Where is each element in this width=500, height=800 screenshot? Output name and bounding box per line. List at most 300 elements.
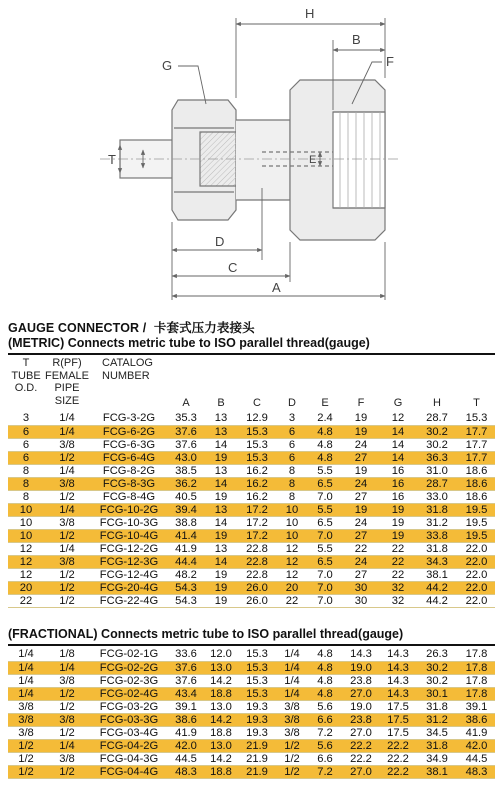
table-cell: 3/8 [276, 700, 308, 713]
table-cell: 3/8 [8, 713, 44, 726]
table-cell: 48.3 [168, 765, 204, 778]
table-cell: 18.6 [458, 477, 495, 490]
table-cell: 12 [380, 412, 416, 425]
table-cell: 1/2 [44, 700, 90, 713]
table-cell: 6.6 [308, 752, 342, 765]
header-dim-g: G [393, 397, 403, 409]
table-cell: 1/4 [44, 661, 90, 674]
table-cell: 10 [276, 516, 308, 529]
table-cell: 15.3 [238, 687, 276, 700]
table-cell: 22.0 [458, 555, 495, 568]
table-cell: FCG-03-4G [90, 726, 168, 739]
table-cell: 1/4 [8, 648, 44, 661]
table-cell: 22.8 [238, 568, 276, 581]
table-cell: 14 [204, 438, 238, 451]
header-line: NUMBER [102, 369, 150, 382]
table-cell: 1/4 [44, 739, 90, 752]
table-cell: FCG-10-3G [90, 516, 168, 529]
table-cell: 23.8 [342, 674, 380, 687]
table-cell: 22 [342, 542, 380, 555]
table-cell: FCG-8-4G [90, 490, 168, 503]
table-cell: 12 [276, 568, 308, 581]
table-cell: 34.3 [416, 555, 458, 568]
table-row [8, 529, 495, 542]
table-cell: 31.8 [416, 700, 458, 713]
header-line: TUBE [11, 369, 41, 382]
table-cell: 15.3 [238, 438, 276, 451]
table-cell: 16 [380, 490, 416, 503]
table-cell: 7.2 [308, 726, 342, 739]
table-cell: 17.5 [380, 700, 416, 713]
table-cell: 39.1 [458, 700, 495, 713]
table-cell: 3/8 [276, 713, 308, 726]
table-cell: 27.0 [342, 726, 380, 739]
table-cell: 14.3 [380, 648, 416, 661]
table-cell: 37.6 [168, 674, 204, 687]
table-cell: 19.0 [342, 700, 380, 713]
table-cell: 4.8 [308, 674, 342, 687]
header-dim-c: C [253, 397, 261, 409]
table-cell: 6 [276, 438, 308, 451]
dim-label-f: F [386, 54, 394, 69]
table-cell: 19 [204, 594, 238, 607]
table-cell: 19.3 [238, 713, 276, 726]
table-cell: 17.7 [458, 425, 495, 438]
table-cell: 17.5 [380, 713, 416, 726]
dim-label-g: G [162, 58, 173, 73]
table-cell: 41.9 [458, 726, 495, 739]
dim-label-a: A [272, 280, 281, 295]
table-cell: 22.0 [458, 594, 495, 607]
table-cell: 1/2 [44, 529, 90, 542]
table-cell: 17.2 [238, 516, 276, 529]
table-cell: 6.6 [308, 713, 342, 726]
table-row [8, 568, 495, 581]
table-cell: 12 [8, 555, 44, 568]
table-cell: 26.0 [238, 581, 276, 594]
table-cell: 54.3 [168, 581, 204, 594]
table-cell: 14 [380, 425, 416, 438]
table-cell: 4.8 [308, 648, 342, 661]
table-row [8, 464, 495, 477]
table-cell: 38.6 [458, 713, 495, 726]
table-cell: 1/2 [44, 581, 90, 594]
fractional-rule [8, 644, 495, 646]
table-cell: 30.2 [416, 674, 458, 687]
header-dim-b: B [217, 397, 225, 409]
table-cell: FCG-8-3G [90, 477, 168, 490]
table-cell: 5.6 [308, 700, 342, 713]
table-cell: 3/8 [44, 516, 90, 529]
table-cell: 12.9 [238, 412, 276, 425]
table-cell: 18.8 [204, 687, 238, 700]
table-cell: 1/2 [44, 687, 90, 700]
table-cell: 1/2 [44, 726, 90, 739]
table-cell: 15.3 [238, 451, 276, 464]
table-cell: 1/4 [276, 648, 308, 661]
header-dim-f: F [357, 397, 365, 409]
metric-title-block [8, 320, 498, 351]
table-cell: 32 [380, 581, 416, 594]
table-cell: 14.3 [380, 661, 416, 674]
table-cell: 13.0 [204, 661, 238, 674]
table-cell: 16.2 [238, 477, 276, 490]
table-cell: 31.0 [416, 464, 458, 477]
table-cell: 1/2 [8, 739, 44, 752]
table-cell: 16.2 [238, 464, 276, 477]
table-cell: 12 [8, 542, 44, 555]
table-cell: 37.6 [168, 438, 204, 451]
table-cell: 19.3 [238, 726, 276, 739]
table-cell: 21.9 [238, 765, 276, 778]
table-cell: 28.7 [416, 477, 458, 490]
table-cell: 44.2 [416, 594, 458, 607]
table-row [8, 726, 495, 739]
table-cell: 38.5 [168, 464, 204, 477]
header-line: FEMALE [44, 369, 89, 382]
table-cell: FCG-03-2G [90, 700, 168, 713]
header-line: O.D. [14, 382, 38, 394]
table-cell: 8 [276, 490, 308, 503]
table-cell: 38.1 [416, 568, 458, 581]
table-cell: 22 [380, 542, 416, 555]
table-cell: 1/2 [44, 594, 90, 607]
table-cell: 17.8 [458, 674, 495, 687]
table-cell: 19 [342, 425, 380, 438]
table-cell: 8 [276, 477, 308, 490]
table-cell: 19.3 [238, 700, 276, 713]
table-cell: 17.2 [238, 503, 276, 516]
header-line: PIPE [54, 382, 80, 394]
table-cell: 14 [204, 516, 238, 529]
table-row [8, 477, 495, 490]
table-cell: 31.8 [416, 503, 458, 516]
table-cell: 31.8 [416, 542, 458, 555]
table-cell: 20 [8, 581, 44, 594]
table-cell: FCG-02-3G [90, 674, 168, 687]
table-cell: 3/8 [8, 726, 44, 739]
table-cell: 3 [276, 412, 308, 425]
table-cell: 13 [204, 503, 238, 516]
table-cell: 1/2 [44, 490, 90, 503]
table-cell: 4.8 [308, 451, 342, 464]
table-cell: 28.7 [416, 412, 458, 425]
table-cell: 19 [204, 581, 238, 594]
table-cell: 14.3 [380, 687, 416, 700]
table-cell: FCG-22-4G [90, 594, 168, 607]
table-cell: 44.5 [168, 752, 204, 765]
table-cell: 19 [342, 412, 380, 425]
table-cell: 14.2 [204, 674, 238, 687]
table-cell: 6 [8, 425, 44, 438]
table-row [8, 713, 495, 726]
header-line: CATALOG [102, 357, 153, 369]
table-cell: 37.6 [168, 425, 204, 438]
table-cell: 32 [380, 594, 416, 607]
table-cell: 41.9 [168, 542, 204, 555]
table-cell: 43.4 [168, 687, 204, 700]
table-cell: 30.2 [416, 661, 458, 674]
table-cell: 17.2 [238, 529, 276, 542]
table-cell: 54.3 [168, 594, 204, 607]
table-cell: 14.3 [380, 674, 416, 687]
table-row [8, 648, 495, 661]
table-cell: 4.8 [308, 425, 342, 438]
table-cell: 1/2 [44, 765, 90, 778]
table-cell: 1/4 [44, 425, 90, 438]
table-cell: 19 [380, 529, 416, 542]
table-cell: FCG-03-3G [90, 713, 168, 726]
technical-drawing [0, 0, 500, 318]
table-cell: 26.3 [416, 648, 458, 661]
table-cell: 24 [342, 438, 380, 451]
table-cell: 17.8 [458, 648, 495, 661]
table-row [8, 752, 495, 765]
table-cell: 3/8 [44, 438, 90, 451]
table-cell: 17.8 [458, 661, 495, 674]
table-cell: 7.0 [308, 568, 342, 581]
table-cell: 26.0 [238, 594, 276, 607]
table-row [8, 451, 495, 464]
header-line: T [22, 357, 30, 369]
table-cell: 27 [342, 451, 380, 464]
table-cell: 30.2 [416, 438, 458, 451]
table-cell: 36.3 [416, 451, 458, 464]
table-cell: 24 [342, 555, 380, 568]
table-cell: 22.0 [458, 581, 495, 594]
table-row [8, 594, 495, 607]
table-row [8, 490, 495, 503]
table-cell: 38.8 [168, 516, 204, 529]
table-cell: 1/2 [8, 765, 44, 778]
table-cell: 24 [342, 477, 380, 490]
title-english: GAUGE CONNECTOR / [8, 321, 147, 335]
table-cell: 1/2 [276, 765, 308, 778]
table-row [8, 412, 495, 425]
table-cell: 15.3 [238, 674, 276, 687]
table-cell: 30 [342, 594, 380, 607]
table-cell: 10 [8, 529, 44, 542]
table-cell: 6.5 [308, 516, 342, 529]
table-cell: 3 [8, 412, 44, 425]
table-cell: 1/2 [44, 451, 90, 464]
table-cell: 14 [204, 555, 238, 568]
title-chinese: 卡套式压力表接头 [153, 321, 255, 335]
table-row [8, 503, 495, 516]
table-cell: 31.2 [416, 516, 458, 529]
table-cell: 3/8 [44, 555, 90, 568]
table-cell: 19 [342, 464, 380, 477]
table-cell: 22.2 [342, 752, 380, 765]
table-cell: 12 [276, 555, 308, 568]
table-cell: 12 [8, 568, 44, 581]
table-cell: 48.2 [168, 568, 204, 581]
table-cell: 7.2 [308, 765, 342, 778]
table-cell: 13.0 [204, 700, 238, 713]
table-cell: 6 [276, 425, 308, 438]
table-cell: 27 [342, 568, 380, 581]
table-cell: 13 [204, 425, 238, 438]
table-cell: 13 [204, 542, 238, 555]
table-cell: 38.1 [416, 765, 458, 778]
table-cell: 1/2 [8, 752, 44, 765]
table-cell: 3/8 [44, 477, 90, 490]
header-catalog-number [90, 357, 168, 382]
table-cell: 1/4 [8, 674, 44, 687]
table-cell: 10 [8, 516, 44, 529]
table-cell: 5.5 [308, 464, 342, 477]
table-cell: 42.0 [458, 739, 495, 752]
table-cell: 30.2 [416, 425, 458, 438]
table-cell: 21.9 [238, 739, 276, 752]
table-cell: 22.8 [238, 542, 276, 555]
table-cell: 38.6 [168, 713, 204, 726]
table-cell: 4.8 [308, 661, 342, 674]
table-cell: 17.7 [458, 451, 495, 464]
fractional-subtitle: (FRACTIONAL) Connects metric tube to ISO parallel thread(gauge) [8, 627, 404, 641]
table-row [8, 438, 495, 451]
table-cell: 17.8 [458, 687, 495, 700]
table-cell: 40.5 [168, 490, 204, 503]
table-cell: 42.0 [168, 739, 204, 752]
table-cell: 37.6 [168, 661, 204, 674]
table-cell: 19.5 [458, 516, 495, 529]
table-cell: 41.4 [168, 529, 204, 542]
table-cell: FCG-12-3G [90, 555, 168, 568]
header-pipe-size [44, 357, 90, 407]
table-cell: FCG-10-4G [90, 529, 168, 542]
metric-subtitle: (METRIC) Connects metric tube to ISO parallel thread(gauge) [8, 336, 370, 350]
table-cell: 39.1 [168, 700, 204, 713]
table-cell: FCG-02-2G [90, 661, 168, 674]
table-cell: 22.8 [238, 555, 276, 568]
table-cell: 34.5 [416, 726, 458, 739]
table-cell: 18.8 [204, 726, 238, 739]
table-cell: 1/4 [8, 687, 44, 700]
dim-label-d: D [215, 234, 225, 249]
table-cell: 5.6 [308, 739, 342, 752]
table-cell: 18.6 [458, 490, 495, 503]
table-cell: 27.0 [342, 687, 380, 700]
table-cell: 19 [204, 529, 238, 542]
table-cell: 24 [342, 516, 380, 529]
table-cell: 1/2 [276, 739, 308, 752]
table-cell: 3/8 [44, 752, 90, 765]
table-cell: 22 [380, 555, 416, 568]
table-cell: 3/8 [44, 713, 90, 726]
table-cell: 22 [276, 594, 308, 607]
table-cell: 14 [380, 451, 416, 464]
header-dim-e: E [321, 397, 329, 409]
table-cell: 19 [204, 490, 238, 503]
table-cell: 43.0 [168, 451, 204, 464]
table-cell: 10 [8, 503, 44, 516]
table-row [8, 555, 495, 568]
table-cell: 22 [8, 594, 44, 607]
table-cell: FCG-20-4G [90, 581, 168, 594]
table-cell: 2.4 [308, 412, 342, 425]
table-cell: 1/4 [276, 687, 308, 700]
table-cell: 19 [380, 503, 416, 516]
table-cell: 1/4 [44, 412, 90, 425]
table-cell: 27 [342, 490, 380, 503]
metric-table [8, 412, 495, 608]
table-cell: 17.7 [458, 438, 495, 451]
table-cell: 7.0 [308, 581, 342, 594]
table-cell: 34.9 [416, 752, 458, 765]
table-cell: 23.8 [342, 713, 380, 726]
table-cell: 14 [204, 477, 238, 490]
table-cell: 10 [276, 503, 308, 516]
table-cell: FCG-04-2G [90, 739, 168, 752]
table-cell: 3/8 [44, 674, 90, 687]
table-cell: 21.9 [238, 752, 276, 765]
table-cell: 8 [8, 490, 44, 503]
table-cell: 17.5 [380, 726, 416, 739]
table-cell: 15.3 [458, 412, 495, 425]
table-cell: 5.5 [308, 503, 342, 516]
table-cell: 14.2 [204, 752, 238, 765]
table-cell: 44.5 [458, 752, 495, 765]
table-row [8, 739, 495, 752]
table-cell: 1/4 [8, 661, 44, 674]
table-cell: 22.0 [458, 568, 495, 581]
table-cell: 39.4 [168, 503, 204, 516]
table-cell: 7.0 [308, 594, 342, 607]
table-cell: 35.3 [168, 412, 204, 425]
table-cell: FCG-12-2G [90, 542, 168, 555]
table-cell: 30.1 [416, 687, 458, 700]
dim-label-h: H [305, 6, 315, 21]
table-cell: 18.8 [204, 765, 238, 778]
table-cell: 36.2 [168, 477, 204, 490]
table-cell: 16 [380, 477, 416, 490]
table-cell: 5.5 [308, 542, 342, 555]
table-cell: 6 [276, 451, 308, 464]
table-row [8, 542, 495, 555]
table-cell: 6 [8, 438, 44, 451]
header-tube-od [8, 357, 44, 395]
table-cell: FCG-02-1G [90, 648, 168, 661]
table-cell: 6 [8, 451, 44, 464]
table-cell: 27 [342, 529, 380, 542]
dim-label-e: E [309, 154, 317, 166]
table-cell: 18.6 [458, 464, 495, 477]
table-cell: 12 [276, 542, 308, 555]
table-cell: 14 [380, 438, 416, 451]
table-cell: 20 [276, 581, 308, 594]
table-cell: 14.2 [204, 713, 238, 726]
fractional-table [8, 648, 495, 779]
table-cell: 1/4 [44, 542, 90, 555]
table-cell: 8 [276, 464, 308, 477]
table-cell: 30 [342, 581, 380, 594]
table-cell: 8 [8, 477, 44, 490]
table-cell: FCG-10-2G [90, 503, 168, 516]
table-cell: 1/4 [276, 674, 308, 687]
table-cell: 4.8 [308, 687, 342, 700]
table-cell: FCG-3-2G [90, 412, 168, 425]
table-cell: 19.5 [458, 529, 495, 542]
header-dim-d: D [288, 397, 296, 409]
table-cell: 22.2 [380, 765, 416, 778]
table-cell: 15.3 [238, 661, 276, 674]
table-cell: FCG-8-2G [90, 464, 168, 477]
table-cell: 19 [342, 503, 380, 516]
table-cell: FCG-12-4G [90, 568, 168, 581]
table-cell: 12.0 [204, 648, 238, 661]
table-cell: 19.0 [342, 661, 380, 674]
